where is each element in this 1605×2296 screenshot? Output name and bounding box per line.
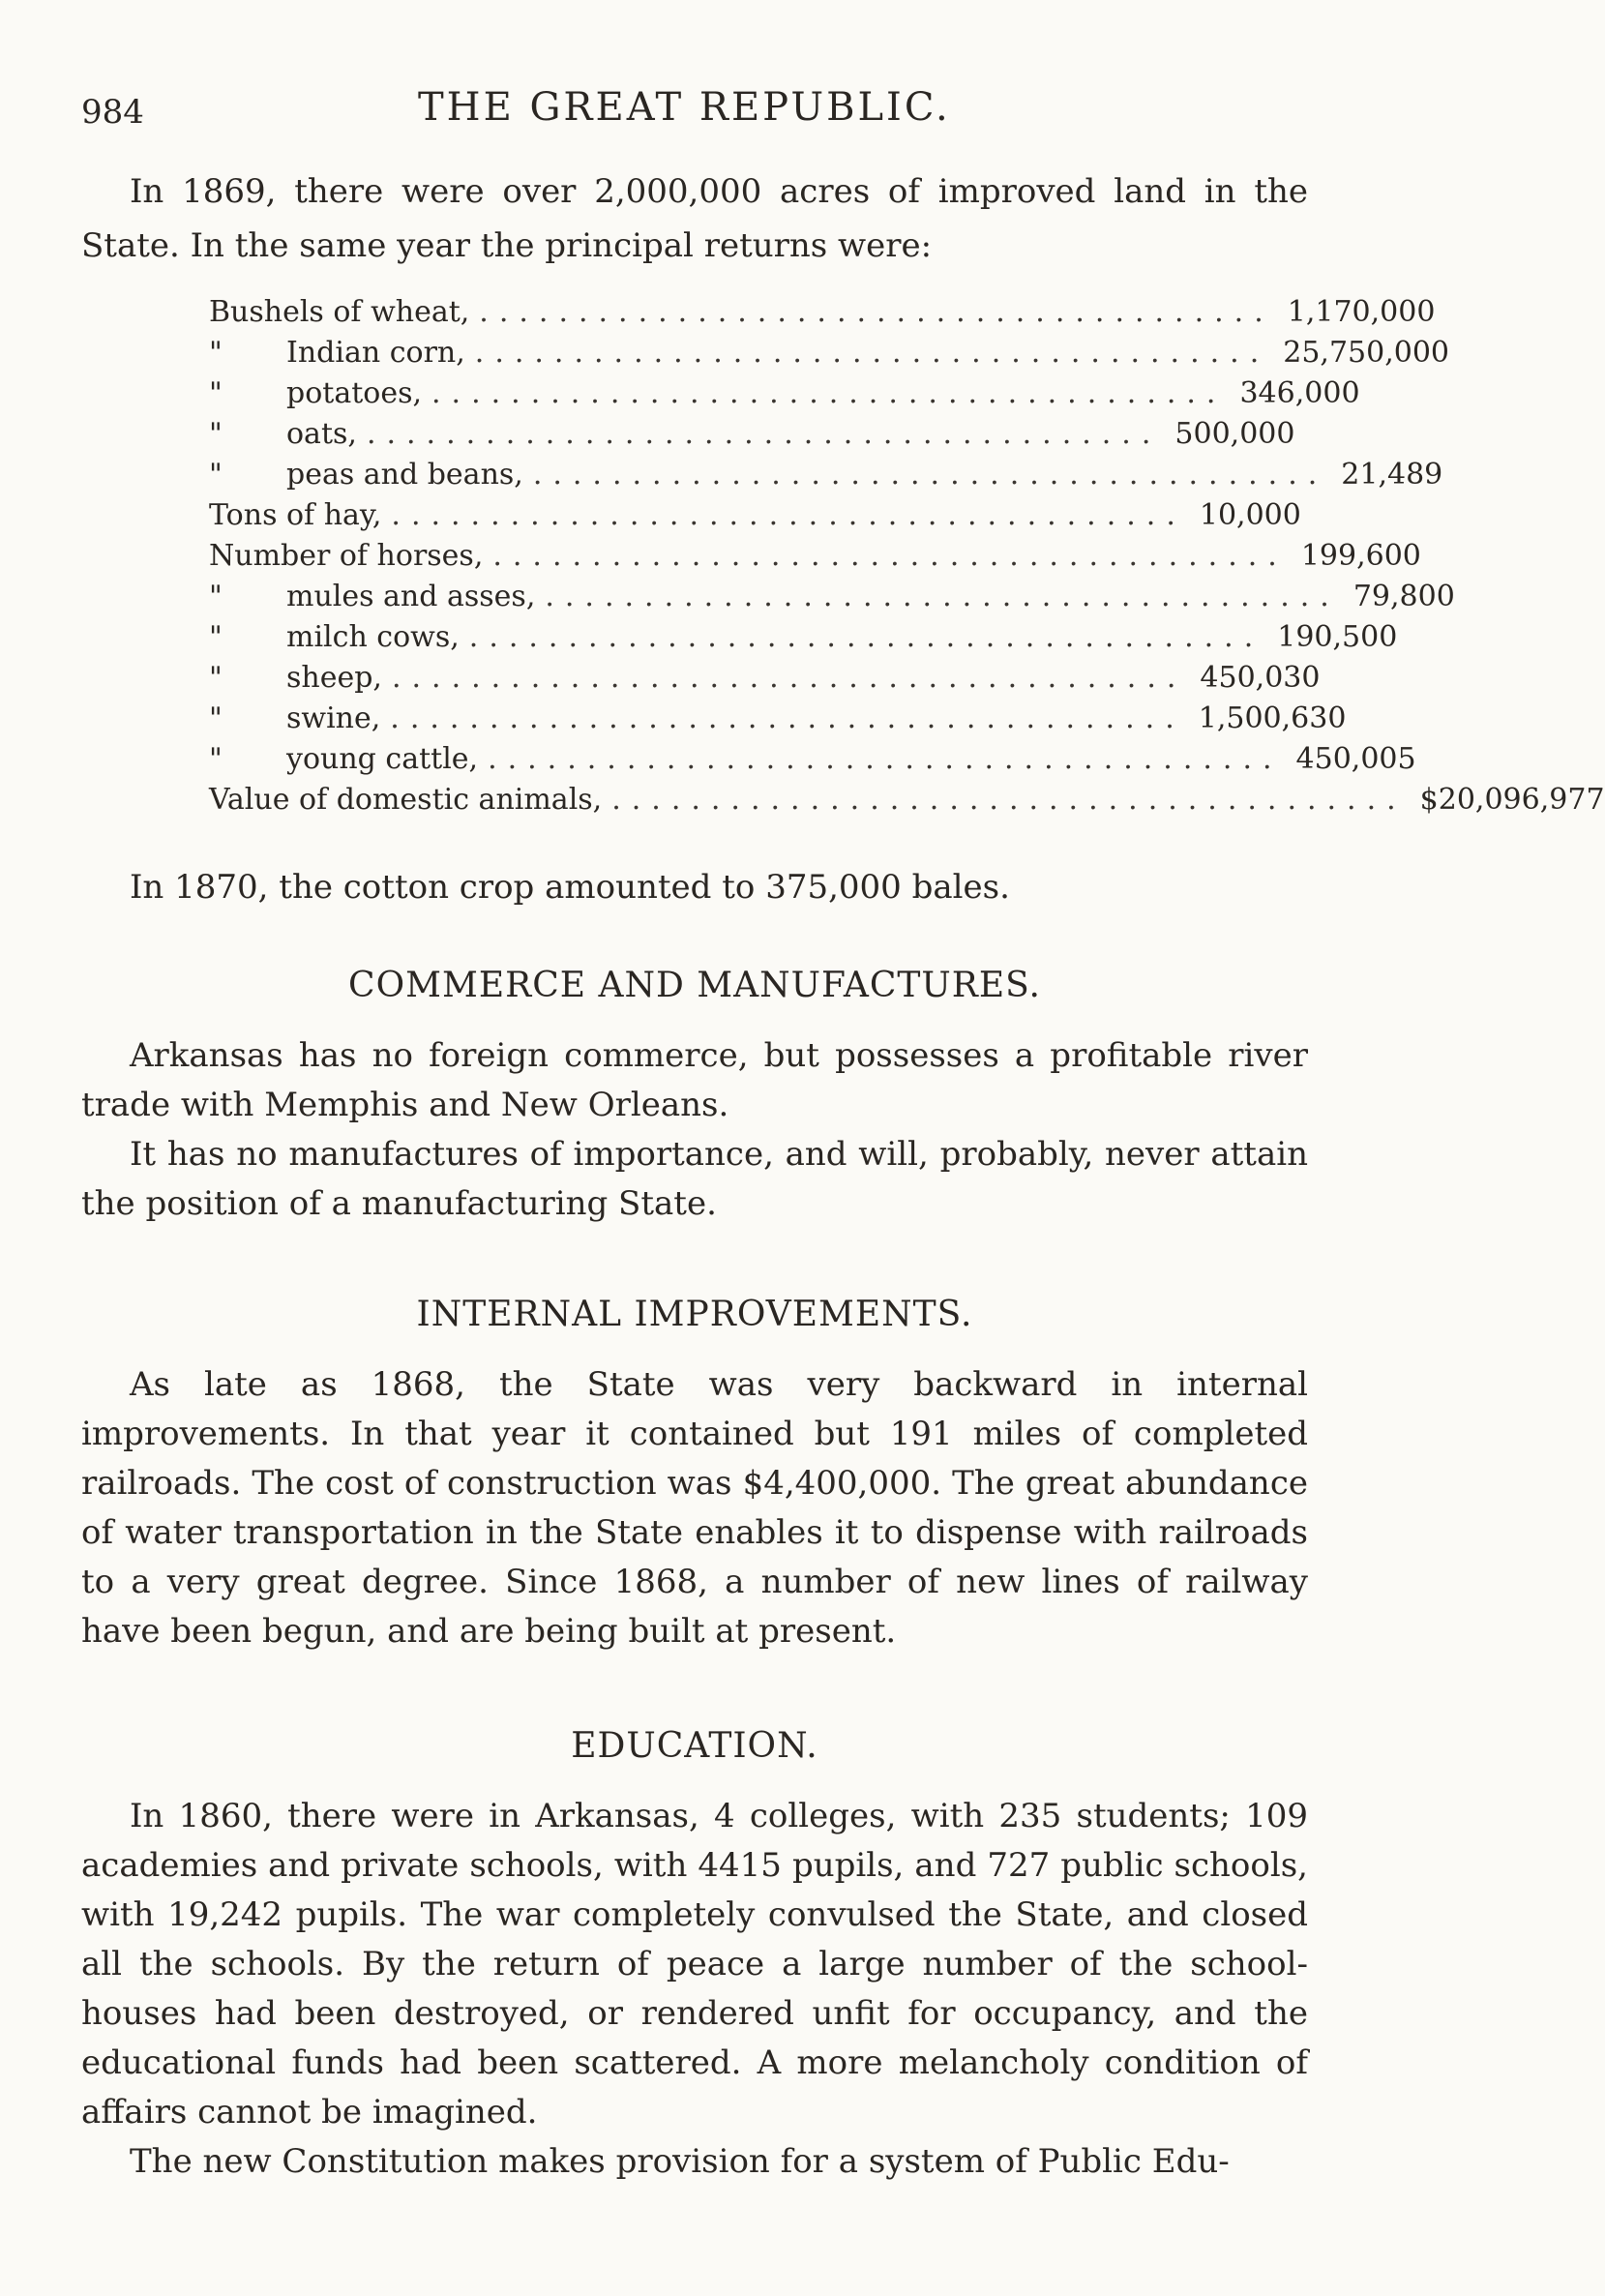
returns-table <box>209 292 1605 820</box>
row-label: sheep, <box>286 661 382 695</box>
dot-leader: ........................................ <box>474 336 1270 370</box>
row-value: 1,500,630 <box>1198 701 1347 735</box>
section-heading-commerce: COMMERCE AND MANUFACTURES. <box>348 966 1041 1005</box>
paragraph: As late as 1868, the State was very backward in internal improvements. In that year it contained but 191 miles of completed railroads. The cost of construction was $4,400,000. The great abundance of water transportation in the State enables it to dispense with railroads to a very great degree. Since 1868, a number of new lines of railway have been begun, and are being built at present. <box>81 1365 1308 1651</box>
paragraph: It has no manufactures of importance, and will, probably, never attain the position of a manufacturing State. <box>81 1135 1308 1223</box>
ditto-mark: " <box>209 580 223 613</box>
table-row <box>209 699 1347 739</box>
dot-leader: ........................................ <box>492 539 1288 573</box>
page-number: 984 <box>81 93 144 132</box>
row-value: $20,096,977 <box>1419 783 1605 817</box>
cotton-paragraph <box>81 863 1308 912</box>
table-row <box>209 495 1301 536</box>
table-row <box>209 292 1436 333</box>
table-row <box>209 617 1398 658</box>
ditto-mark: " <box>209 417 223 451</box>
dot-leader: ........................................ <box>431 376 1227 410</box>
ditto-mark: " <box>209 376 223 410</box>
running-title: THE GREAT REPUBLIC. <box>418 85 951 130</box>
row-value: 10,000 <box>1199 498 1301 532</box>
dot-leader: ........................................ <box>468 620 1264 654</box>
row-label: Value of domestic animals, <box>209 783 603 817</box>
row-label: peas and beans, <box>286 458 523 492</box>
row-value: 346,000 <box>1239 376 1360 410</box>
row-value: 450,005 <box>1295 742 1416 776</box>
table-row <box>209 658 1321 699</box>
row-label: mules and asses, <box>286 580 536 613</box>
ditto-mark: " <box>209 336 223 370</box>
row-value: 500,000 <box>1174 417 1295 451</box>
ditto-mark: " <box>209 620 223 654</box>
education-section <box>81 1792 1308 2187</box>
row-value: 25,750,000 <box>1283 336 1450 370</box>
dot-leader: ........................................ <box>390 701 1185 735</box>
row-label: Indian corn, <box>286 336 465 370</box>
dot-leader: ........................................ <box>488 742 1283 776</box>
ditto-mark: " <box>209 661 223 695</box>
dot-leader: ........................................ <box>366 417 1162 451</box>
row-value: 190,500 <box>1277 620 1398 654</box>
dot-leader: ........................................ <box>532 458 1328 492</box>
row-value: 79,800 <box>1352 580 1455 613</box>
row-label: potatoes, <box>286 376 423 410</box>
dot-leader: ........................................ <box>391 498 1186 532</box>
row-label: Bushels of wheat, <box>209 295 470 329</box>
ditto-mark: " <box>209 742 223 776</box>
row-label: oats, <box>286 417 357 451</box>
row-label: swine, <box>286 701 381 735</box>
dot-leader: ........................................ <box>545 580 1340 613</box>
row-value: 450,030 <box>1200 661 1321 695</box>
table-row <box>209 373 1360 414</box>
row-label: young cattle, <box>286 742 479 776</box>
commerce-section <box>81 1031 1308 1229</box>
internal-improvements-section <box>81 1360 1308 1656</box>
row-value: 199,600 <box>1300 539 1421 573</box>
row-value: 21,489 <box>1341 458 1443 492</box>
row-label: Number of horses, <box>209 539 484 573</box>
dot-leader: ........................................ <box>479 295 1274 329</box>
row-value: 1,170,000 <box>1287 295 1436 329</box>
table-row <box>209 739 1416 780</box>
paragraph: In 1870, the cotton crop amounted to 375,000 bales. <box>130 868 1010 907</box>
paragraph: In 1860, there were in Arkansas, 4 colleges, with 235 students; 109 academies and private schools, with 4415 pupils, and 727 public schools, with 19,242 pupils. The war completely convulsed the State, and closed all the schools. By the return of peace a large number of the school-houses had been destroyed, or rendered unfit for occupancy, and the educational funds had been scattered. A more melancholy condition of affairs cannot be imagined. <box>81 1797 1308 2132</box>
table-row <box>209 414 1295 455</box>
table-row <box>209 577 1455 617</box>
table-row <box>209 780 1605 820</box>
row-label: milch cows, <box>286 620 460 654</box>
dot-leader: ........................................ <box>611 783 1407 817</box>
page-header <box>81 85 1339 143</box>
section-heading-education: EDUCATION. <box>571 1726 818 1766</box>
row-label: Tons of hay, <box>209 498 382 532</box>
dot-leader: ........................................ <box>391 661 1187 695</box>
table-row <box>209 536 1421 577</box>
table-row <box>209 333 1450 373</box>
section-heading-internal-improvements: INTERNAL IMPROVEMENTS. <box>416 1295 973 1334</box>
intro-paragraph: In 1869, there were over 2,000,000 acres of improved land in the State. In the same year the principal returns were: <box>81 172 1308 265</box>
ditto-mark: " <box>209 701 223 735</box>
paragraph: Arkansas has no foreign commerce, but possesses a profitable river trade with Memphis and New Orleans. <box>81 1036 1308 1124</box>
paragraph: The new Constitution makes provision for a system of Public Edu- <box>130 2142 1230 2181</box>
table-row <box>209 455 1443 495</box>
ditto-mark: " <box>209 458 223 492</box>
